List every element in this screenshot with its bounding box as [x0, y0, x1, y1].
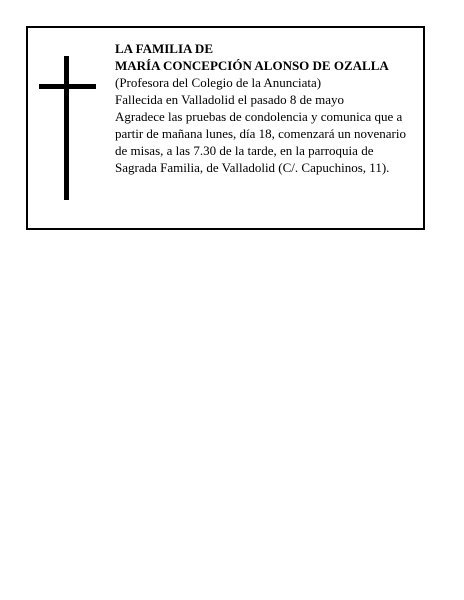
notice-text: [115, 40, 421, 176]
heading-deceased-name: MARÍA CONCEPCIÓN ALONSO DE OZALLA: [115, 58, 389, 73]
death-info: Fallecida en Valladolid el pasado 8 de mayo: [115, 92, 344, 107]
cross-vertical-bar: [64, 56, 69, 200]
body-line-2: partir de mañana lunes, día 18, comenzará un novenario: [115, 126, 406, 141]
cross-horizontal-bar: [39, 84, 96, 89]
deceased-occupation: (Profesora del Colegio de la Anunciata): [115, 75, 322, 90]
obituary-notice: [26, 26, 425, 230]
heading-family: LA FAMILIA DE: [115, 41, 213, 56]
body-line-4: Sagrada Familia, de Valladolid (C/. Capuchinos, 11).: [115, 160, 390, 175]
body-line-1: Agradece las pruebas de condolencia y comunica que a: [115, 109, 403, 124]
body-line-3: de misas, a las 7.30 de la tarde, en la parroquia de: [115, 143, 374, 158]
